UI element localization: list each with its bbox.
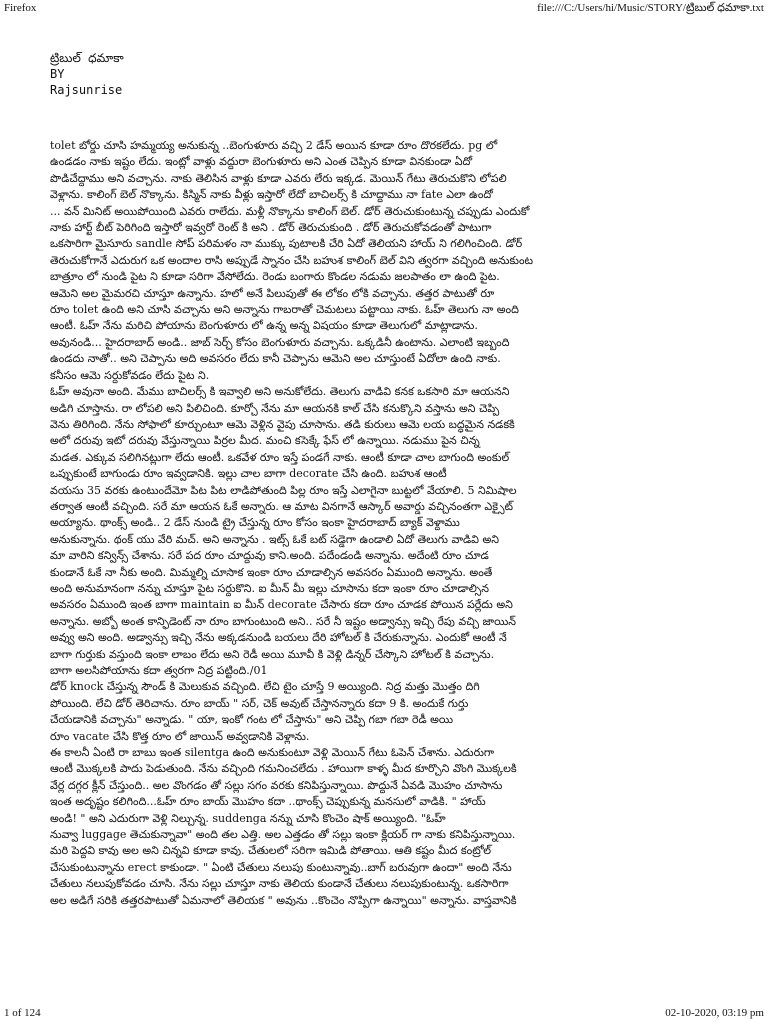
by-label: BY (50, 67, 65, 81)
print-header (4, 2, 764, 15)
story-line: అవునండి... హైదరాబాద్ అండి.. జాబ్ సెర్చ్ కోసం బెంగుళూరు వచ్చాను. ఒక్కడినీ ఉంటాను. ఎలాంటి ఇబ్బంది (50, 335, 510, 349)
story-line: వేర్ల దగ్గర క్లీన్ చేస్తుంది.. అల వొంగడం తో సల్లు సగం వరకు కనిపిస్తున్నాయి. పొద్దునే ఏవడి మొహం చూసాను (50, 778, 503, 792)
story-line: వెను తిరిగింది. నేను సోఫాలో కూర్చుంటూ ఆమె వెళ్లిన వైపు చూసాను. తడి కురులు ఆమె లయ బద్ధమైన నడకకి (50, 417, 515, 431)
story-line: రూం tolet ఉంది అని చూసి వచ్చాను అని అన్నాను గాబరాతో చెమటలు పట్టాయి నాకు. ఓహ్ తెలుగు నా అంది (50, 303, 519, 317)
story-line: కుండానే ఓకే నా నీకు అంది. మిమ్మల్ని చూసాక ఇంకా రూం చూడాల్సిన అవసరం ఏముంది అన్నాను. అంతే (50, 565, 493, 579)
story-line: పోయింది. లేచి డోర్ తెరిచాను. రూం బాయ్ " సర్, చెక్ అవుట్ చేస్తానన్నారు కదా 9 కి. అందుకే గుర్తు (50, 696, 469, 710)
story-line: ఈ కాలనీ ఏంటి రా బాబు ఇంత silentga ఉంది అనుకుంటూ వెళ్లి మెయిన్ గేటు ఓపెన్ చేశాను. ఎదురుగా (50, 746, 495, 760)
story-line: నువ్వా luggage తెచుకున్నావా" అంది తల ఎత్తి. అల ఎత్తడం తో సల్లు ఇంకా క్లియర్ గా నాకు కనిపిస్తున్నాయి. (50, 828, 516, 842)
story-line: డోర్ knock చేస్తున్న సౌండ్ కి మెలుకువ వచ్చింది. లేచి టైం చూస్తే 9 అయ్యింది. నిద్ర మత్తు మొత్తం దిగి (50, 680, 480, 694)
story-line: బాగా అలసిపోయాను కదా త్వరగా నిద్ర పట్టింది./01 (50, 664, 268, 677)
story-line: అవసరం ఏముంది ఇంత బాగా maintain ఐ మీన్ decorate చేసారు కదా రూం చూడక పోయిన పర్లేదు అని (50, 598, 513, 612)
story-line: తర్వాత ఆంటీ వచ్చింది. సరే మా ఆయన ఓకే అన్నారు. ఆ మాట వినగానే ఆస్కార్ అవార్డు వచ్చినంతగా ఎక్సైట్ (50, 499, 513, 513)
story-line: మడత. ఎక్కువ సలిగినట్లుగా లేదు ఆంటీ. ఒకవేళ రూం ఇస్తే పండగే నాకు. ఆంటీ కూడా చాల బాగుంది అంకుల్ (50, 450, 510, 464)
story-line: చేసుకుంటున్నాను erect కాకుండా. " ఏంటి చేతులు నలుపు కుంటున్నావు..బాగ్ బరువుగా ఉందా" అంది నేను (50, 860, 512, 874)
story-line: అవ్వు అని అంది. అడ్వాన్సు ఇచ్చి నేను అక్కడనుండి బయలు దేరి హోటల్ కి చేరుకున్నాను. ఎందుకో ఆంటీ నే (50, 631, 507, 645)
story-line: అన్నాను. అబ్బో అంత కాన్ఫిడెంట్ నా రూం బాగుంటుంది అని.. సరే నీ ఇష్టం అడ్వాన్సు ఇచ్చి రేపు వచ్చి జాయిన్ (50, 614, 516, 628)
story-line: చేతులు నలుపుకోవడం చూసి. నేను సల్లు చూస్తూ నాకు తెలియ కుండానే చేతులు నలుపుకుంటున్న. ఒకసారిగా (50, 877, 509, 891)
story-line: tolet బోర్డు చూసి హమ్మయ్య అనుకున్న ..బెంగుళూరు వచ్చి 2 డేస్ అయిన కూడా రూం దొరకలేదు. pg లో (50, 139, 498, 152)
document-heading (50, 50, 124, 98)
story-line: ఆంటీ. ఓహ్ నేను మరిచి పోయాను బెంగుళూరు లో ఉన్న అన్న విషయం కూడా తెలుగులో మాట్లాడాను. (50, 319, 478, 333)
story-line: నాకు హార్ట్ బీట్ పెరిగింది ఇస్తారో ఇవ్వరో రెంట్ కి అని . డోర్ తెరుచుకుంది . డోర్ తెరుచుకోవడంతో పాటుగా (50, 221, 492, 235)
story-line: అయ్యాను. థాంక్స్ అండి.. 2 డేస్ నుండి ట్రై చేస్తున్న రూం కోసం ఇంకా హైదరాబాద్ బ్యాక్ వెళ్దాము (50, 516, 460, 530)
story-line: తెరుచుకోగానే ఎదురుగ ఒక అందాల రాసి అప్పుడే స్నానం చేసి బహుశ కాలింగ్ బెల్ విని త్వరగా వచ్చింది అనుకుంట (50, 253, 534, 267)
story-line: ఓహ్ అవునా అంది. మేము బాచిలర్స్ కి ఇవ్వాలి అని అనుకోలేదు. తెలుగు వాడివి కనక ఒకసారి మా ఆయనని (50, 385, 510, 399)
story-line: అంది అనుమానంగా నన్ను చూస్తూ పైట సర్దుకొని. ఐ మీన్ మీ ఇల్లు చూసాను కదా ఇంకా రూం చూడాల్సిన (50, 581, 489, 595)
story-line: బాత్రూం లో నుండి పైట ని కూడా సరిగా వేసోలేదు. రెండు బంగారు కొండల నడుమ జలపాతం లా ఉంది పైట. (50, 270, 500, 284)
story-line: అండి! " అని ఎదురుగా వెళ్లి నిల్చున్న. suddenga నన్ను చూసి కొంచెం షాక్ అయ్యింది. "ఓహ్ (50, 811, 446, 825)
print-footer (4, 1007, 764, 1020)
story-line: ... వన్ మినిట్ అయిపోయింది ఎవరు రాలేదు. మళ్లీ నొక్కాను కాలింగ్ బెల్. డోర్ తెరుచుకుంటున్న చప్పుడు ఎందుకో (50, 204, 530, 218)
story-line: ఆంటీ మొక్కలకి పాదు పెడుతుంది. నేను వచ్చింది గమనించలేదు . హాయిగా కాళ్ళ మీద కూర్చొని వొంగి మొక్కలకి (50, 762, 517, 776)
story-line: ఇంత అదృష్టం కలిగింది...ఓహ్ రూం బాయ్ మొహం కదా ..థాంక్స్ చెప్పుకున్న మనసులో వాడికి. " హాయ్ (50, 795, 486, 809)
story-line: వెళ్లాను. కాలింగ్ బెల్ నొక్కాను. కిస్మిన్ నాకు వీళ్లు ఇస్తారో లేదో బాచిలర్స్ కి చూద్దాము నా fate ఎలా ఉందో (50, 188, 493, 202)
story-line: రూం vacate చేసి కొత్త రూం లో జాయిన్ అవ్వడానికి వెళ్లాను. (50, 729, 310, 743)
browser-name: Firefox (4, 2, 37, 14)
story-line: ఆమెని అల మైమరచి చూస్తూ ఉన్నాను. హలో అనే పిలుపుతో ఈ లోకం లోకి వచ్చాను. తత్తర పాటుతో రూ (50, 286, 495, 300)
story-line: మరి పెద్దవి కావు అల అని చిన్నవి కూడా కావు. చేతులలో సరిగా ఇమిడి పోతాయి. ఆతి కష్టం మీద కంట్రోల్ (50, 844, 492, 858)
story-line: కనీసం ఆమె సర్దుకోవడం లేదు పైట ని. (50, 368, 210, 382)
story-line: ఒకసారిగా మైసూరు sandle సోప్ పరిమళం నా ముక్కు పుటాలకి చేరి ఏదో తెలియని హాయ్ ని గలిగించింది. డోర్ (50, 237, 523, 251)
file-url: file:///C:/Users/hi/Music/STORY/ట్రిబుల్ ధమాకా.txt (537, 2, 764, 14)
story-line: ఒప్పుకుంటే బాగుండు రూం ఇవ్వడానికి. ఇల్లు చాల బాగా decorate చేసి ఉంది. బహుశ ఆంటీ (50, 467, 447, 481)
print-timestamp: 02-10-2020, 03:19 pm (665, 1007, 764, 1019)
story-line: ఉండడం నాకు ఇష్టం లేదు. ఇంట్లో వాళ్లు వద్దురా బెంగుళూరు అని ఎంత చెప్పిన కూడా వినకుండా ఏదో (50, 155, 473, 169)
story-line: అల అడిగే సరికి తత్తరపాటుతో ఏమనాలో తెలియక " అవును ..కొంచెం నొప్పిగా ఉన్నాయి" అన్నాను. వాస్తవానికి (50, 893, 517, 907)
story-line: బాగా గుర్తుకు వస్తుంది ఇంకా లాబం లేదు అని రెడీ అయి మూవీ కి వెళ్లి డిన్నర్ చేస్కొని హోటల్ కి వచ్చాను. (50, 647, 495, 661)
story-line: చేయడానికి వచ్చాను" అన్నాడు. " యా, ఇంకో గంట లో చేస్తాను" అని చెప్పి గబా గబా రెడీ అయి (50, 713, 454, 727)
document-title: ట్రిబుల్ ధమాకా (50, 51, 124, 65)
story-line: మా వారిని కన్విన్స్ చేశాను. సరే పద రూం చూద్దువు కాని.అంది. పదేండండి అన్నాను. అదేంటి రూం చూడ (50, 549, 489, 563)
page-counter: 1 of 124 (4, 1007, 41, 1019)
story-line: ఉండదు నాతో.. అని చెప్పాను అది అవసరం లేదు కానీ చెప్పాను ఆమెని అల చూస్తుంటే ఏదోలా ఉంది నాకు. (50, 352, 501, 366)
story-text (50, 138, 730, 909)
story-line: వయసు 35 వరకు ఉంటుందేమో పిట పిట లాడిపోతుంది పిల్ల రూం ఇస్తే ఎలాగైనా బుట్టలో వేయాలి. 5 నిమిషాల (50, 483, 517, 497)
author-name: Rajsunrise (50, 83, 123, 97)
story-line: అలో దరువు ఇటో దరువు వేస్తున్నాయి పిర్రల మీద. మంచి కసెక్కే ఫేస్ లో ఉన్నాయి. నడుము పైన చిన్న (50, 434, 480, 448)
story-line: అనుకున్నాను. థంక్ యు వేరి మచ్. అని అన్నాను . ఇట్స్ ఓకే బట్ సడ్డెగా ఉండాలి ఏదో తెలుగు వాడివి అని (50, 532, 499, 546)
story-line: పొడిచేద్దాము అని వచ్చాను. నాకు తెలిసిన వాళ్లు కూడా ఎవరు లేరు ఇక్కడ. మెయిన్ గేటు తెరుచుకొని లోపలి (50, 171, 507, 185)
story-line: అడిగి చూస్తాను. రా లోపలి అని పిలిచింది. కూర్చో నేను మా ఆయనకి కాల్ చేసి కనుక్కొని వస్తాను అని చెప్పి (50, 401, 500, 415)
